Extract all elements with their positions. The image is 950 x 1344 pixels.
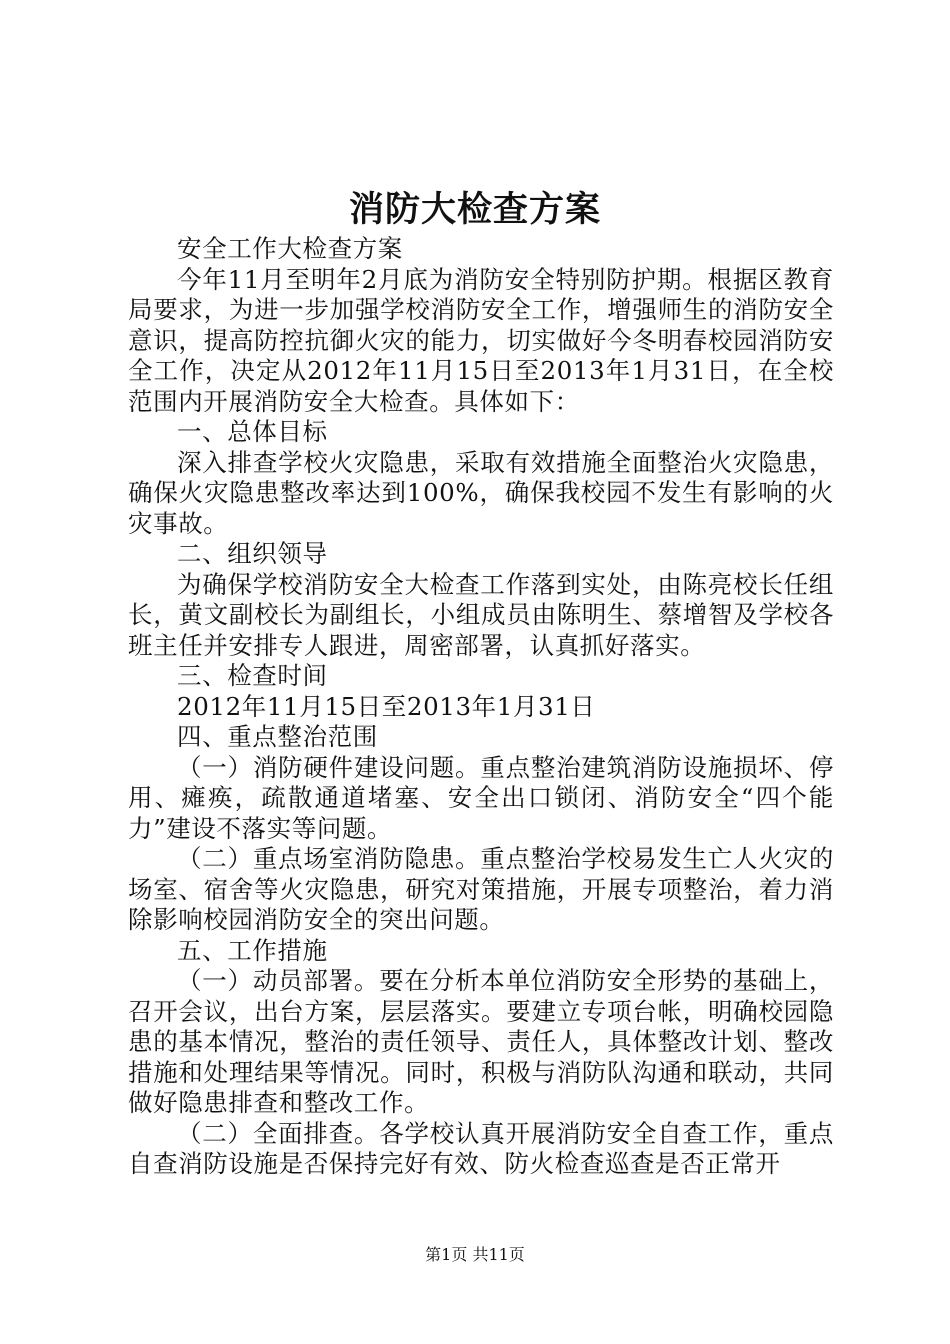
paragraph-subtitle: 安全工作大检查方案 bbox=[177, 234, 403, 263]
page-number-footer: 第1页 共11页 bbox=[425, 1245, 525, 1264]
paragraph-measure-1: （一）动员部署。要在分析本单位消防安全形势的基础上，召开会议，出台方案，层层落实。要建立专项台帐，明确校园隐患的基本情况，整治的责任领导、责任人，具体整改计划、整改措施和处理结果等情况。同时，积极与消防队沟通和联动，共同做好隐患排查和整改工作。 bbox=[128, 966, 834, 1117]
paragraph-measure-2: （二）全面排查。各学校认真开展消防安全自查工作，重点自查消防设施是否保持完好有效、防火检查巡查是否正常开 bbox=[128, 1118, 834, 1178]
paragraph-time: 2012年11月15日至2013年1月31日 bbox=[177, 691, 596, 721]
section-heading-3: 三、检查时间 bbox=[177, 661, 328, 690]
section-heading-1: 一、总体目标 bbox=[177, 417, 328, 446]
section-heading-2: 二、组织领导 bbox=[177, 539, 328, 568]
paragraph-scope-2: （二）重点场室消防隐患。重点整治学校易发生亡人火灾的场室、宿舍等火灾隐患，研究对策措施，开展专项整治，着力消除影响校园消防安全的突出问题。 bbox=[128, 844, 834, 934]
paragraph-scope-1: （一）消防硬件建设问题。重点整治建筑消防设施损坏、停用、瘫痪，疏散通道堵塞、安全出口锁闭、消防安全“四个能力”建设不落实等问题。 bbox=[128, 752, 834, 843]
document-body bbox=[128, 234, 834, 1180]
paragraph-organization: 为确保学校消防安全大检查工作落到实处，由陈亮校长任组长，黄文副校长为副组长，小组成员由陈明生、蔡增智及学校各班主任并安排专人跟进，周密部署，认真抓好落实。 bbox=[128, 569, 834, 660]
paragraph-intro: 今年11月至明年2月底为消防安全特别防护期。根据区教育局要求，为进一步加强学校消防安全工作，增强师生的消防安全意识，提高防控抗御火灾的能力，切实做好今冬明春校园消防安全工作，决定从2012年11月15日至2013年1月31日，在全校范围内开展消防安全大检查。具体如下： bbox=[128, 264, 834, 416]
section-heading-4: 四、重点整治范围 bbox=[177, 722, 378, 751]
document-title: 消防大检查方案 bbox=[348, 189, 601, 230]
paragraph-goal: 深入排查学校火灾隐患，采取有效措施全面整治火灾隐患，确保火灾隐患整改率达到100%，确保我校园不发生有影响的火灾事故。 bbox=[128, 447, 834, 538]
section-heading-5: 五、工作措施 bbox=[177, 935, 328, 965]
